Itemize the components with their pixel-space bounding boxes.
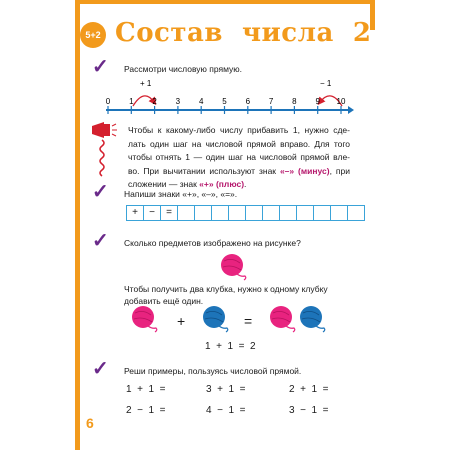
rule-text xyxy=(128,124,350,192)
sign-cell[interactable] xyxy=(194,205,212,221)
sign-cell[interactable] xyxy=(228,205,246,221)
number-line xyxy=(98,72,360,120)
sign-cell[interactable] xyxy=(347,205,365,221)
sign-cell[interactable] xyxy=(279,205,297,221)
pink-yarn-ball-icon xyxy=(130,304,160,334)
blue-yarn-ball-icon xyxy=(298,304,328,334)
sign-cell[interactable]: = xyxy=(160,205,178,221)
example-3[interactable]: 2 + 1 = xyxy=(289,384,329,395)
tick-label-9: 9 xyxy=(315,97,320,106)
megaphone-icon xyxy=(90,122,118,190)
tick-label-0: 0 xyxy=(105,97,111,106)
signs-writing-grid[interactable] xyxy=(126,205,364,221)
sign-cell[interactable] xyxy=(211,205,229,221)
task2-instruction: Напиши знаки «+», «–», «=». xyxy=(124,189,238,199)
plus-arc xyxy=(133,96,154,106)
task3-text-line-2: добавить ещё один. xyxy=(124,296,204,306)
tick-label-6: 6 xyxy=(245,97,251,106)
tick-label-1: 1 xyxy=(129,97,134,106)
plus-sign-term: «+» (плюс) xyxy=(199,179,245,189)
blue-yarn-ball-icon xyxy=(201,304,231,334)
example-1[interactable]: 1 + 1 = xyxy=(126,384,166,395)
task1-instruction: Рассмотри числовую прямую. xyxy=(124,64,243,74)
example-6[interactable]: 3 − 1 = xyxy=(289,405,329,416)
sign-cell[interactable] xyxy=(296,205,314,221)
task4-instruction: Реши примеры, пользуясь числовой прямой. xyxy=(124,366,302,376)
sign-cell[interactable]: − xyxy=(143,205,161,221)
equals-sign: = xyxy=(244,313,253,329)
task3-text-line-1: Чтобы получить два клубка, нужно к одному клубку xyxy=(124,284,328,294)
checkmark-icon: ✓ xyxy=(92,181,109,203)
result-equation: 1 + 1 = 2 xyxy=(205,341,256,352)
sign-cell[interactable] xyxy=(313,205,331,221)
page-border-top xyxy=(75,0,375,4)
checkmark-icon: ✓ xyxy=(92,230,109,252)
minus-one-label: − 1 xyxy=(320,79,332,88)
tick-label-2: 2 xyxy=(152,97,157,106)
page-number: 6 xyxy=(86,415,94,431)
sign-cell[interactable] xyxy=(245,205,263,221)
rule-line-2: лать один шаг на числовой прямой вправо. Для того xyxy=(128,138,350,149)
page-title: Состав числа 2 xyxy=(115,18,372,48)
tick-label-10: 10 xyxy=(336,97,346,106)
chapter-badge: 5+2 xyxy=(80,22,106,48)
pink-yarn-ball-icon xyxy=(268,304,298,334)
pink-yarn-ball-icon xyxy=(219,252,249,282)
axis-arrow-icon xyxy=(348,106,354,114)
example-4[interactable]: 2 − 1 = xyxy=(126,405,166,416)
rule-line-4: во. При вычитании используют знак xyxy=(128,165,280,176)
example-2[interactable]: 3 + 1 = xyxy=(206,384,246,395)
rule-line-1: Чтобы к какому-либо числу прибавить 1, нужно сде- xyxy=(128,125,350,135)
minus-sign-term: «–» (минус) xyxy=(279,165,330,176)
page-border-left xyxy=(75,0,80,450)
sign-cell[interactable] xyxy=(330,205,348,221)
sign-cell[interactable] xyxy=(262,205,280,221)
tick-label-4: 4 xyxy=(198,97,204,106)
sign-cell[interactable]: + xyxy=(126,205,144,221)
task3-question: Сколько предметов изображено на рисунке? xyxy=(124,238,301,248)
tick-label-3: 3 xyxy=(175,97,181,106)
tick-label-8: 8 xyxy=(292,97,297,106)
tick-label-7: 7 xyxy=(268,97,274,106)
sign-cell[interactable] xyxy=(177,205,195,221)
rule-comma: , при xyxy=(329,165,350,176)
rule-line-3: чтобы отнять 1 — один шаг на числовой прямой вле- xyxy=(128,152,350,162)
rule-period: . xyxy=(244,179,247,189)
rule-line-5: сложении — знак xyxy=(128,179,200,189)
checkmark-icon: ✓ xyxy=(92,56,109,78)
tick-label-5: 5 xyxy=(222,97,227,106)
example-5[interactable]: 4 − 1 = xyxy=(206,405,246,416)
plus-sign: + xyxy=(177,313,186,329)
checkmark-icon: ✓ xyxy=(92,358,109,380)
plus-one-label: + 1 xyxy=(140,79,152,88)
